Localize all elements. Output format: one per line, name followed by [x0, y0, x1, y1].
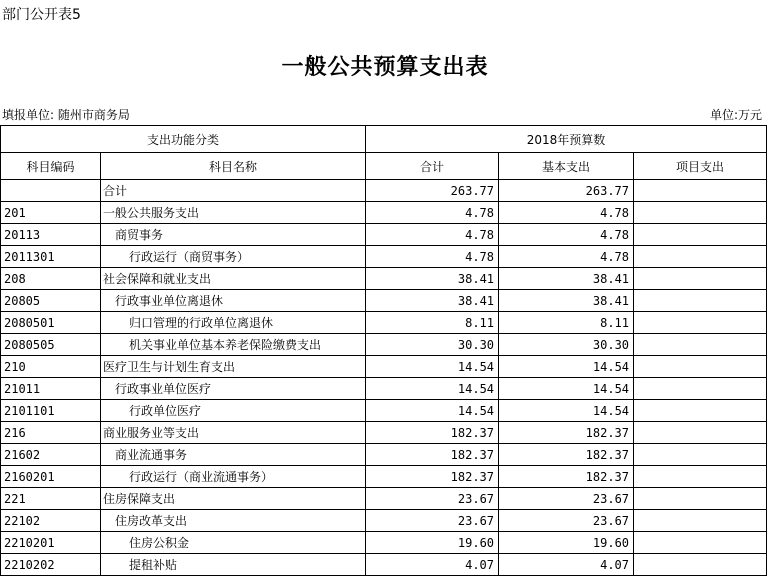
cell-total: 19.60	[366, 532, 499, 554]
cell-total: 14.54	[366, 356, 499, 378]
form-number-label: 部门公开表5	[2, 7, 81, 23]
cell-subject-code: 2160201	[1, 466, 101, 488]
cell-subject-code: 208	[1, 268, 101, 290]
cell-project-expenditure	[634, 400, 767, 422]
cell-total: 4.07	[366, 554, 499, 576]
cell-basic-expenditure: 4.78	[499, 246, 634, 268]
header-budget-2018: 2018年预算数	[366, 126, 767, 153]
cell-project-expenditure	[634, 532, 767, 554]
cell-total: 23.67	[366, 510, 499, 532]
cell-subject-code: 21011	[1, 378, 101, 400]
cell-total: 30.30	[366, 334, 499, 356]
cell-subject-name: 合计	[101, 180, 366, 202]
cell-subject-code: 2080501	[1, 312, 101, 334]
table-row	[1, 378, 767, 400]
cell-subject-name: 商业服务业等支出	[101, 422, 366, 444]
cell-total: 4.78	[366, 224, 499, 246]
cell-project-expenditure	[634, 422, 767, 444]
cell-total: 182.37	[366, 422, 499, 444]
table-row	[1, 466, 767, 488]
cell-subject-code: 221	[1, 488, 101, 510]
cell-project-expenditure	[634, 180, 767, 202]
header-basic-expenditure: 基本支出	[499, 153, 634, 180]
cell-subject-code: 22102	[1, 510, 101, 532]
cell-project-expenditure	[634, 378, 767, 400]
cell-subject-code	[1, 180, 101, 202]
cell-subject-name: 提租补贴	[101, 554, 366, 576]
cell-basic-expenditure: 14.54	[499, 378, 634, 400]
header-total: 合计	[366, 153, 499, 180]
table-row	[1, 400, 767, 422]
cell-project-expenditure	[634, 290, 767, 312]
cell-subject-code: 216	[1, 422, 101, 444]
cell-total: 38.41	[366, 290, 499, 312]
header-project-expenditure: 项目支出	[634, 153, 767, 180]
cell-project-expenditure	[634, 268, 767, 290]
table-row	[1, 180, 767, 202]
cell-basic-expenditure: 38.41	[499, 290, 634, 312]
cell-subject-name: 住房改革支出	[101, 510, 366, 532]
cell-subject-code: 2210202	[1, 554, 101, 576]
cell-subject-name: 商业流通事务	[101, 444, 366, 466]
cell-total: 38.41	[366, 268, 499, 290]
cell-total: 4.78	[366, 246, 499, 268]
cell-basic-expenditure: 23.67	[499, 488, 634, 510]
cell-project-expenditure	[634, 224, 767, 246]
table-header	[1, 126, 767, 180]
cell-basic-expenditure: 182.37	[499, 444, 634, 466]
cell-total: 14.54	[366, 400, 499, 422]
cell-basic-expenditure: 14.54	[499, 400, 634, 422]
cell-subject-code: 210	[1, 356, 101, 378]
table-row	[1, 356, 767, 378]
cell-project-expenditure	[634, 510, 767, 532]
cell-basic-expenditure: 8.11	[499, 312, 634, 334]
cell-project-expenditure	[634, 334, 767, 356]
table-row	[1, 444, 767, 466]
table-row	[1, 334, 767, 356]
cell-subject-name: 机关事业单位基本养老保险缴费支出	[101, 334, 366, 356]
cell-subject-code: 2011301	[1, 246, 101, 268]
table-body	[1, 180, 767, 576]
cell-basic-expenditure: 182.37	[499, 422, 634, 444]
cell-subject-name: 一般公共服务支出	[101, 202, 366, 224]
cell-subject-name: 归口管理的行政单位离退休	[101, 312, 366, 334]
table-row	[1, 422, 767, 444]
cell-subject-code: 20113	[1, 224, 101, 246]
cell-basic-expenditure: 182.37	[499, 466, 634, 488]
table-row	[1, 488, 767, 510]
table-row	[1, 224, 767, 246]
cell-basic-expenditure: 4.78	[499, 224, 634, 246]
cell-project-expenditure	[634, 312, 767, 334]
cell-basic-expenditure: 19.60	[499, 532, 634, 554]
cell-project-expenditure	[634, 554, 767, 576]
cell-basic-expenditure: 38.41	[499, 268, 634, 290]
cell-subject-name: 行政单位医疗	[101, 400, 366, 422]
cell-subject-code: 21602	[1, 444, 101, 466]
cell-subject-code: 2101101	[1, 400, 101, 422]
cell-project-expenditure	[634, 202, 767, 224]
cell-basic-expenditure: 263.77	[499, 180, 634, 202]
cell-subject-code: 20805	[1, 290, 101, 312]
table-row	[1, 532, 767, 554]
cell-project-expenditure	[634, 356, 767, 378]
table-row	[1, 312, 767, 334]
header-subject-name: 科目名称	[101, 153, 366, 180]
cell-total: 182.37	[366, 444, 499, 466]
cell-subject-name: 住房公积金	[101, 532, 366, 554]
cell-subject-name: 行政事业单位离退休	[101, 290, 366, 312]
cell-subject-name: 医疗卫生与计划生育支出	[101, 356, 366, 378]
cell-basic-expenditure: 4.78	[499, 202, 634, 224]
table-row	[1, 268, 767, 290]
table-row	[1, 246, 767, 268]
table-row	[1, 202, 767, 224]
cell-basic-expenditure: 23.67	[499, 510, 634, 532]
cell-subject-name: 行政事业单位医疗	[101, 378, 366, 400]
cell-subject-name: 住房保障支出	[101, 488, 366, 510]
cell-subject-name: 行政运行（商业流通事务）	[101, 466, 366, 488]
cell-total: 4.78	[366, 202, 499, 224]
cell-project-expenditure	[634, 488, 767, 510]
cell-total: 263.77	[366, 180, 499, 202]
cell-total: 14.54	[366, 378, 499, 400]
cell-basic-expenditure: 4.07	[499, 554, 634, 576]
header-function-classification: 支出功能分类	[1, 126, 366, 153]
cell-subject-code: 2080505	[1, 334, 101, 356]
table-row	[1, 510, 767, 532]
cell-subject-name: 行政运行（商贸事务）	[101, 246, 366, 268]
cell-subject-code: 2210201	[1, 532, 101, 554]
page-title: 一般公共预算支出表	[281, 54, 489, 80]
currency-unit-label: 单位:万元	[709, 108, 762, 122]
cell-total: 182.37	[366, 466, 499, 488]
cell-subject-code: 201	[1, 202, 101, 224]
header-subject-code: 科目编码	[1, 153, 101, 180]
reporting-unit-label: 填报单位: 随州市商务局	[2, 108, 130, 122]
expenditure-table	[0, 125, 767, 576]
cell-basic-expenditure: 30.30	[499, 334, 634, 356]
cell-basic-expenditure: 14.54	[499, 356, 634, 378]
cell-total: 23.67	[366, 488, 499, 510]
cell-total: 8.11	[366, 312, 499, 334]
cell-project-expenditure	[634, 444, 767, 466]
cell-project-expenditure	[634, 246, 767, 268]
cell-subject-name: 社会保障和就业支出	[101, 268, 366, 290]
table-row	[1, 290, 767, 312]
cell-project-expenditure	[634, 466, 767, 488]
table-row	[1, 554, 767, 576]
cell-subject-name: 商贸事务	[101, 224, 366, 246]
